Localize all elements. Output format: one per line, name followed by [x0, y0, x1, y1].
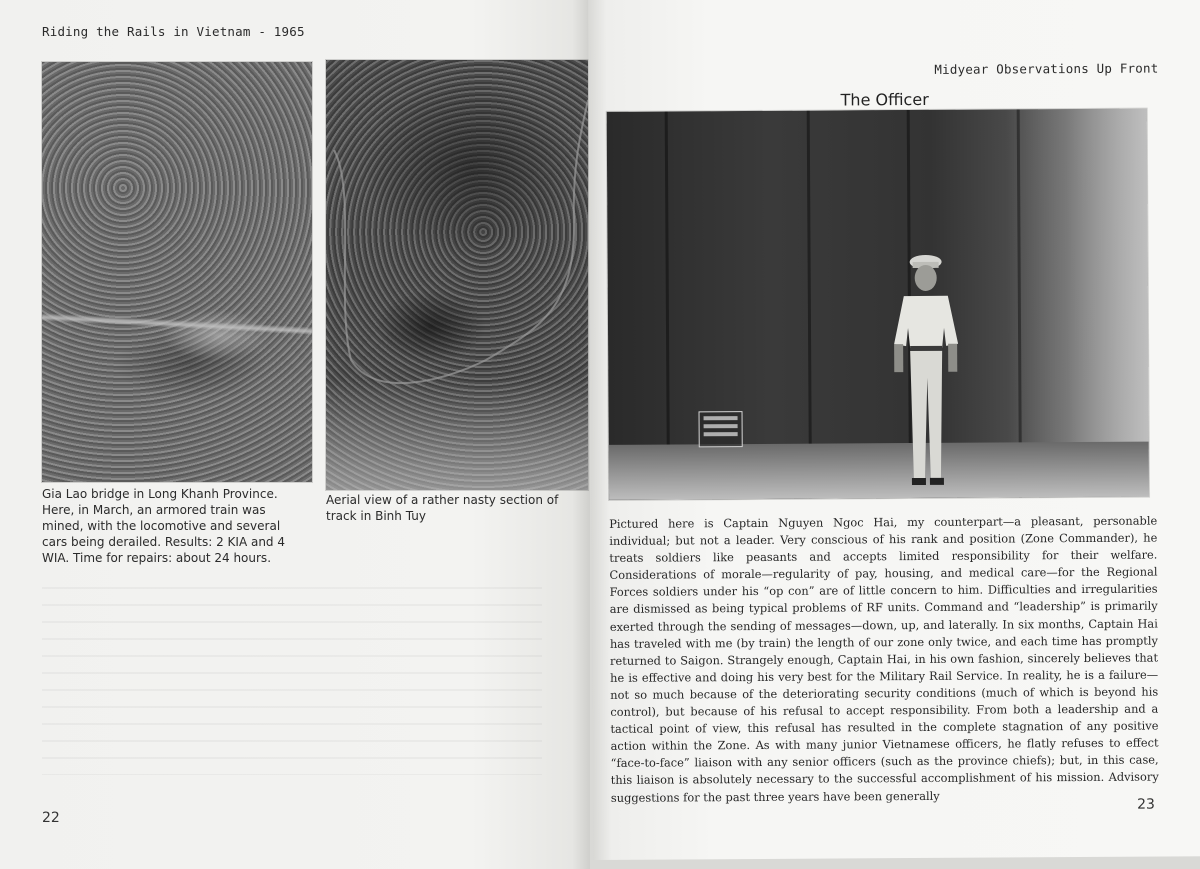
show-through-text [42, 575, 542, 775]
running-head-right: Midyear Observations Up Front [934, 60, 1159, 77]
running-head-left: Riding the Rails in Vietnam - 1965 [42, 24, 305, 39]
aerial-photo-track [326, 60, 588, 490]
page-number-right: 23 [1137, 796, 1155, 813]
left-page [0, 0, 590, 869]
photo-caption-track: Aerial view of a rather nasty section of track in Binh Tuy [326, 493, 559, 523]
page-number-left: 22 [42, 810, 60, 826]
body-paragraph: Pictured here is Captain Nguyen Ngoc Hai, my counterpart—a pleasant, personable individual; but not a leader. Very conscious of his rank and position (Zone Commander), he treats soldiers like peasants and accepts limited responsibility for their welfare. Considerations of morale—regularity of pay, housing, and medical care—for the Regional Forces soldiers under his “op con” are of little concern to him. Difficulties and irregularities are dismissed as being typical problems of RF units. Command and “leadership” is primarily exerted through the sending of messages—down, up, and laterally. In six months, Captain Hai has traveled with me (by train) the length of our zone only twice, and each time has promptly returned to Saigon. Strangely enough, Captain Hai, in his own fashion, sincerely believes that he is effective and doing his very best for the Military Rail Service. In reality, he is a failure—not so much because of the deteriorating security conditions (much of which is beyond his control), but because of his refusal to accept responsibility. From both a leadership and a tactical point of view, this refusal has resulted in the complete stagnation of any positive action within the Zone. As with many junior Vietnamese officers, he flatly refuses to effect “face-to-face” liaison with any senior officers (such as the province chiefs); but, in this case, this liaison is absolutely necessary to the successful accomplishment of his mission. Advisory suggestions for the past three years have been generally [609, 513, 1159, 805]
officer-photo [607, 109, 1149, 500]
aerial-photo-bridge [42, 62, 312, 482]
photo-ground [609, 442, 1149, 500]
photo-sky [1007, 109, 1149, 498]
photo-caption-bridge: Gia Lao bridge in Long Khanh Province. Here, in March, an armored train was mined, with the locomotive and several cars being derailed. Results: 2 KIA and 4 WIA. Time for repairs: about 24 hours. [42, 487, 285, 565]
section-title: The Officer [840, 89, 929, 110]
boxcar-seam [665, 112, 670, 500]
officer-figure [886, 248, 967, 488]
right-page [588, 0, 1200, 860]
photo-clearing [162, 310, 272, 360]
photo-light-area [326, 380, 588, 490]
boxcar-stencil-plate [699, 411, 743, 447]
boxcar-seam [807, 111, 812, 499]
